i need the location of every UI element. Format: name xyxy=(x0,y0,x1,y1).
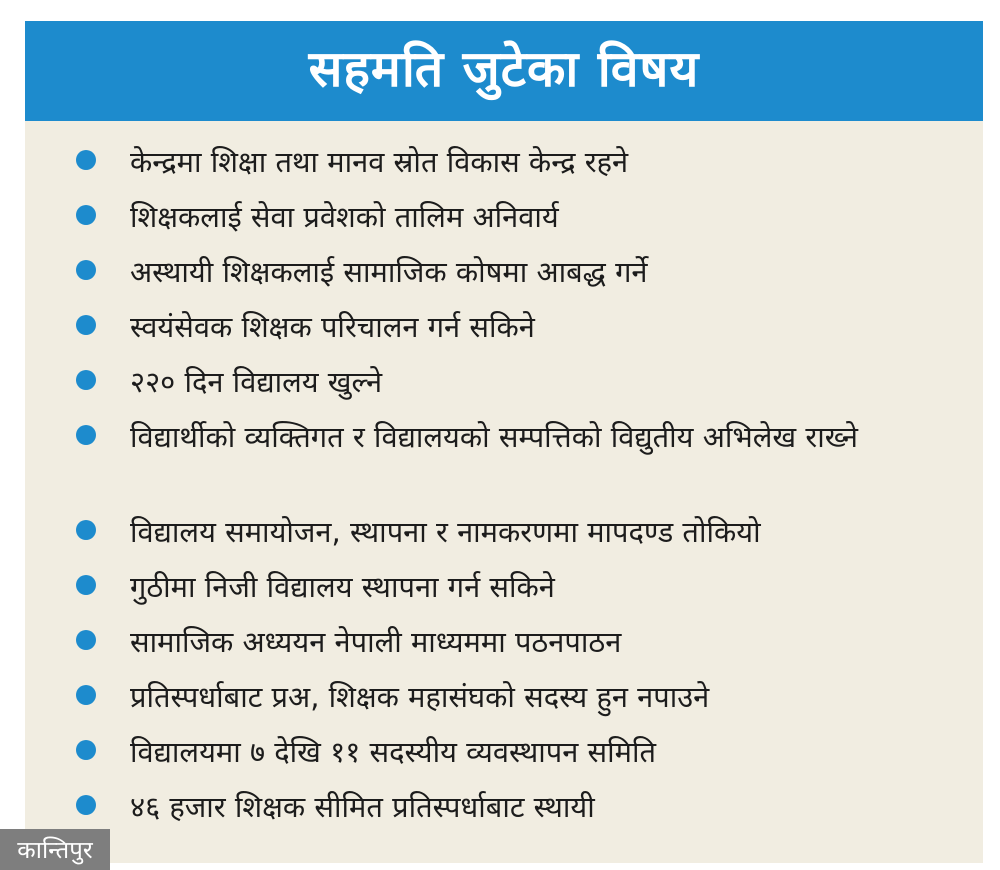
list-item-text: विद्यालय समायोजन, स्थापना र नामकरणमा मापदण्ड तोकियो xyxy=(130,515,761,549)
list-item-text: शिक्षकलाई सेवा प्रवेशको तालिम अनिवार्य xyxy=(130,200,559,234)
bullet-icon xyxy=(76,370,96,390)
list-item-text: सामाजिक अध्ययन नेपाली माध्यममा पठनपाठन xyxy=(130,625,622,659)
bullet-icon xyxy=(76,260,96,280)
list-item-text: विद्यार्थीको व्यक्तिगत र विद्यालयको सम्पत्तिको विद्युतीय अभिलेख राख्ने xyxy=(130,420,858,454)
bullet-icon xyxy=(76,205,96,225)
list-item-text: अस्थायी शिक्षकलाई सामाजिक कोषमा आबद्ध गर्ने xyxy=(130,255,648,289)
page-title: सहमति जुटेका विषय xyxy=(308,40,700,98)
bullet-icon xyxy=(76,630,96,650)
info-card xyxy=(25,21,983,863)
agreed-points-list xyxy=(25,21,983,863)
logo-text: कान्तिपुर xyxy=(17,835,93,864)
bullet-icon xyxy=(76,315,96,335)
bullet-icon xyxy=(76,740,96,760)
bullet-icon xyxy=(76,425,96,445)
bullet-icon xyxy=(76,685,96,705)
list-item-text: स्वयंसेवक शिक्षक परिचालन गर्न सकिने xyxy=(130,310,535,344)
list-item-text: गुठीमा निजी विद्यालय स्थापना गर्न सकिने xyxy=(130,570,555,604)
bullet-icon xyxy=(76,575,96,595)
list-item-text: २२० दिन विद्यालय खुल्ने xyxy=(130,365,383,399)
bullet-icon xyxy=(76,150,96,170)
list-item-text: ४६ हजार शिक्षक सीमित प्रतिस्पर्धाबाट स्थायी xyxy=(130,790,595,824)
list-item-text: विद्यालयमा ७ देखि ११ सदस्यीय व्यवस्थापन समिति xyxy=(130,735,657,769)
bullet-icon xyxy=(76,520,96,540)
list-item-text: केन्द्रमा शिक्षा तथा मानव स्रोत विकास केन्द्र रहने xyxy=(130,145,629,179)
list-item-text: प्रतिस्पर्धाबाट प्रअ, शिक्षक महासंघको सदस्य हुन नपाउने xyxy=(130,680,710,714)
kantipur-logo xyxy=(0,829,110,870)
bullet-icon xyxy=(76,795,96,815)
